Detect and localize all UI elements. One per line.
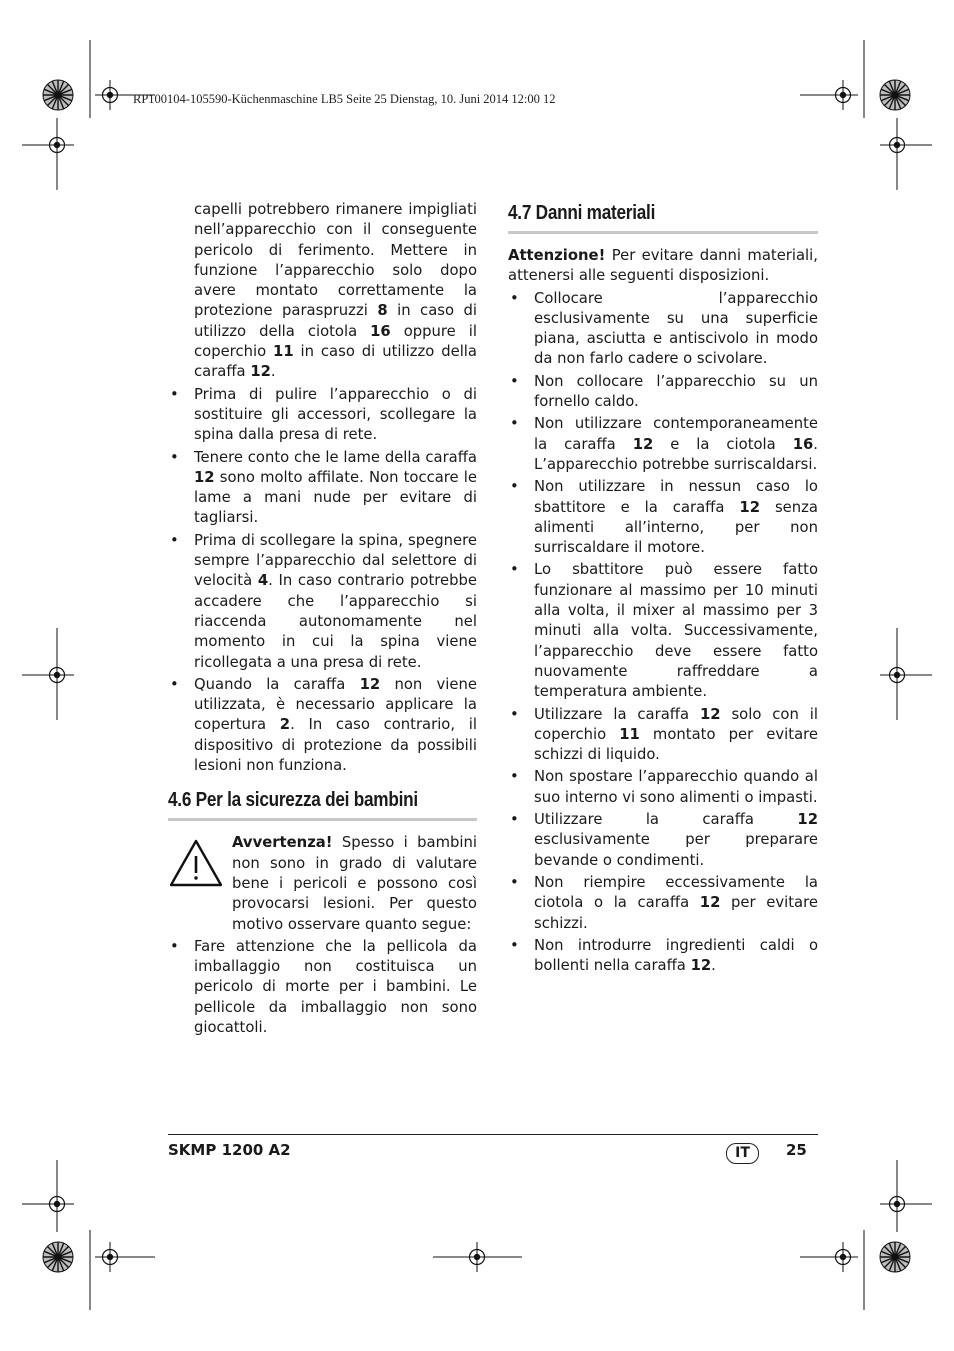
right-column (508, 200, 818, 978)
heading-block (508, 200, 818, 234)
warning-box (168, 833, 477, 934)
list-item: • Prima di pulire l’apparecchio o di sostituire gli accessori, scollegare la spina dalla presa di rete. (168, 385, 477, 446)
warning-triangle-icon (168, 837, 224, 889)
footer-model: SKMP 1200 A2 (168, 1141, 291, 1159)
list-item: • Non collocare l’apparecchio su un fornello caldo. (508, 372, 818, 413)
list-item: • Non spostare l’apparecchio quando al suo interno vi sono alimenti o impasti. (508, 767, 818, 808)
damage-list (508, 289, 818, 977)
list-item: • Prima di scollegare la spina, spegnere sempre l’apparecchio dal selettore di velocità 4. In caso contrario potrebbe accadere che l’apparecchio si riaccenda autonomamente nel momento in cui la spina viene ricollegata a una presa di rete. (168, 531, 477, 673)
list-item: • Non riempire eccessivamente la ciotola o la caraffa 12 per evitare schizzi. (508, 873, 818, 934)
section-heading-4-7: 4.7 Danni materiali (508, 202, 656, 224)
list-item: • Fare attenzione che la pellicola da imballaggio non costituisca un pericolo di morte per i bambini. Le pellicole da imballaggio non sono giocattoli. (168, 937, 477, 1038)
section-heading-4-6: 4.6 Per la sicurezza dei bambini (168, 789, 418, 812)
list-item: • Non utilizzare in nessun caso lo sbattitore e la caraffa 12 senza alimenti all’interno, per non surriscaldare il motore. (508, 477, 818, 558)
heading-block (168, 787, 477, 821)
intro-paragraph: capelli potrebbero rimanere impigliati nell’apparecchio con il conseguente pericolo di ferimento. Mettere in funzione l’apparecchio solo dopo avere montato correttamente la protezione paraspruzzi 8 in caso di utilizzo della ciotola 16 oppure il coperchio 11 in caso di utilizzo della caraffa 12. (194, 201, 478, 381)
print-header: RP100104-105590-Küchenmaschine LB5 Seite 25 Dienstag, 10. Juni 2014 12:00 12 (133, 92, 556, 106)
page-number: 25 (786, 1141, 807, 1159)
left-column (168, 200, 477, 1040)
list-item: • Non introdurre ingredienti caldi o bollenti nella caraffa 12. (508, 936, 818, 977)
list-item: • Non utilizzare contemporaneamente la caraffa 12 e la ciotola 16. L’apparecchio potrebbe surriscaldarsi. (508, 414, 818, 475)
safety-list (168, 385, 477, 777)
language-badge: IT (726, 1143, 759, 1164)
list-item: • Utilizzare la caraffa 12 esclusivamente per preparare bevande o condimenti. (508, 810, 818, 871)
warning-text: Avvertenza! Spesso i bambini non sono in grado di valutare bene i pericoli e possono così provocarsi lesioni. Per questo motivo osservare quanto segue: (232, 834, 477, 933)
footer-rule (168, 1134, 818, 1135)
list-item: • Quando la caraffa 12 non viene utilizzata, è necessario applicare la copertura 2. In caso contrario, il dispositivo di protezione da possibili lesioni non funziona. (168, 675, 477, 776)
list-item: • Utilizzare la caraffa 12 solo con il coperchio 11 montato per evitare schizzi di liquido. (508, 705, 818, 766)
list-item: • Collocare l’apparecchio esclusivamente su una superficie piana, asciutta e antiscivolo in modo da non farlo cadere o scivolare. (508, 289, 818, 370)
children-list (168, 937, 477, 1038)
list-item: • Tenere conto che le lame della caraffa 12 sono molto affilate. Non toccare le lame a mani nude per evitare di tagliarsi. (168, 448, 477, 529)
list-item: • Lo sbattitore può essere fatto funzionare al massimo per 10 minuti alla volta, il mixer al massimo per 3 minuti alla volta. Successivamente, l’apparecchio deve essere fatto nuovamente raffreddare a temperatura ambiente. (508, 560, 818, 702)
attention-text: Attenzione! Per evitare danni materiali, attenersi alle seguenti disposizioni. (508, 247, 818, 285)
